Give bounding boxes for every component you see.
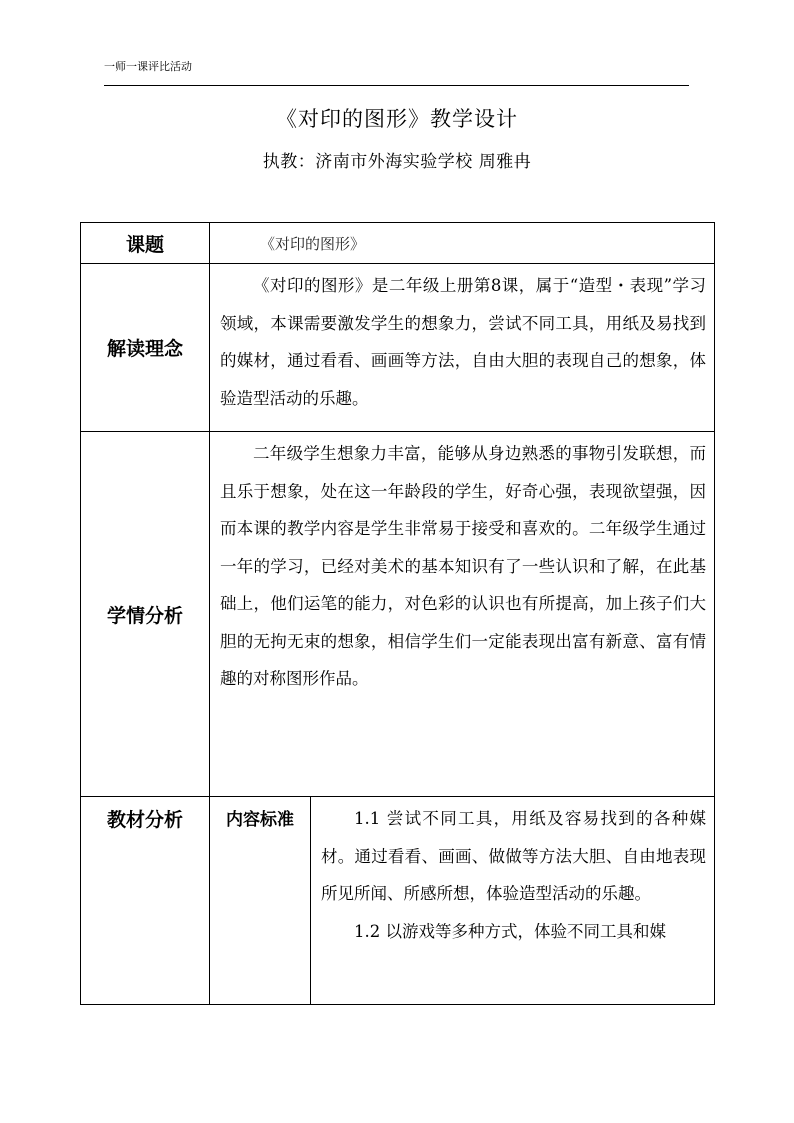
- concept-text: 《对印的图形》是二年级上册第8课，属于“造型・表现”学习领域，本课需要激发学生的想象力，尝试不同工具，用纸及易找到的媒材，通过看看、画画等方法，自由大胆的表现自己的想象，体验造型活动的乐趣。: [220, 276, 707, 408]
- student-analysis-label: 学情分析: [81, 432, 210, 797]
- row-subject: [81, 223, 715, 264]
- document-title: 《对印的图形》教学设计: [276, 107, 518, 131]
- content-standard-item-2: 1.2 以游戏等多种方式，体验不同工具和媒: [354, 921, 666, 941]
- lesson-plan-table: [80, 222, 715, 1005]
- content-standard-item-1: 1.1 尝试不同工具，用纸及容易找到的各种媒材。通过看看、画画、做做等方法大胆、自由地表现所见所闻、所感所想，体验造型活动的乐趣。: [321, 809, 707, 903]
- row-concept: [81, 264, 715, 432]
- student-analysis-text: 二年级学生想象力丰富，能够从身边熟悉的事物引发联想，而且乐于想象，处在这一年龄段的学生，好奇心强，表现欲望强，因而本课的教学内容是学生非常易于接受和喜欢的。二年级学生通过一年的学习，已经对美术的基本知识有了一些认识和了解，在此基础上，他们运笔的能力，对色彩的认识也有所提高，加上孩子们大胆的无拘无束的想象，相信学生们一定能表现出富有新意、富有情趣的对称图形作品。: [220, 444, 707, 688]
- row-material-analysis: [81, 797, 715, 1005]
- content-standard-cell: [311, 797, 715, 1005]
- subject-label: 课题: [81, 223, 210, 264]
- concept-cell: [210, 264, 715, 432]
- subject-value: 《对印的图形》: [210, 223, 715, 264]
- concept-label: 解读理念: [81, 264, 210, 432]
- header-activity-title: 一师一课评比活动: [104, 60, 192, 73]
- header-divider: [104, 85, 689, 86]
- student-analysis-cell: [210, 432, 715, 797]
- row-student-analysis: [81, 432, 715, 797]
- material-analysis-label: 教材分析: [81, 797, 210, 1005]
- author-line: 执教：济南市外海实验学校 周雅冉: [262, 152, 532, 172]
- content-standard-label: 内容标准: [210, 797, 311, 1005]
